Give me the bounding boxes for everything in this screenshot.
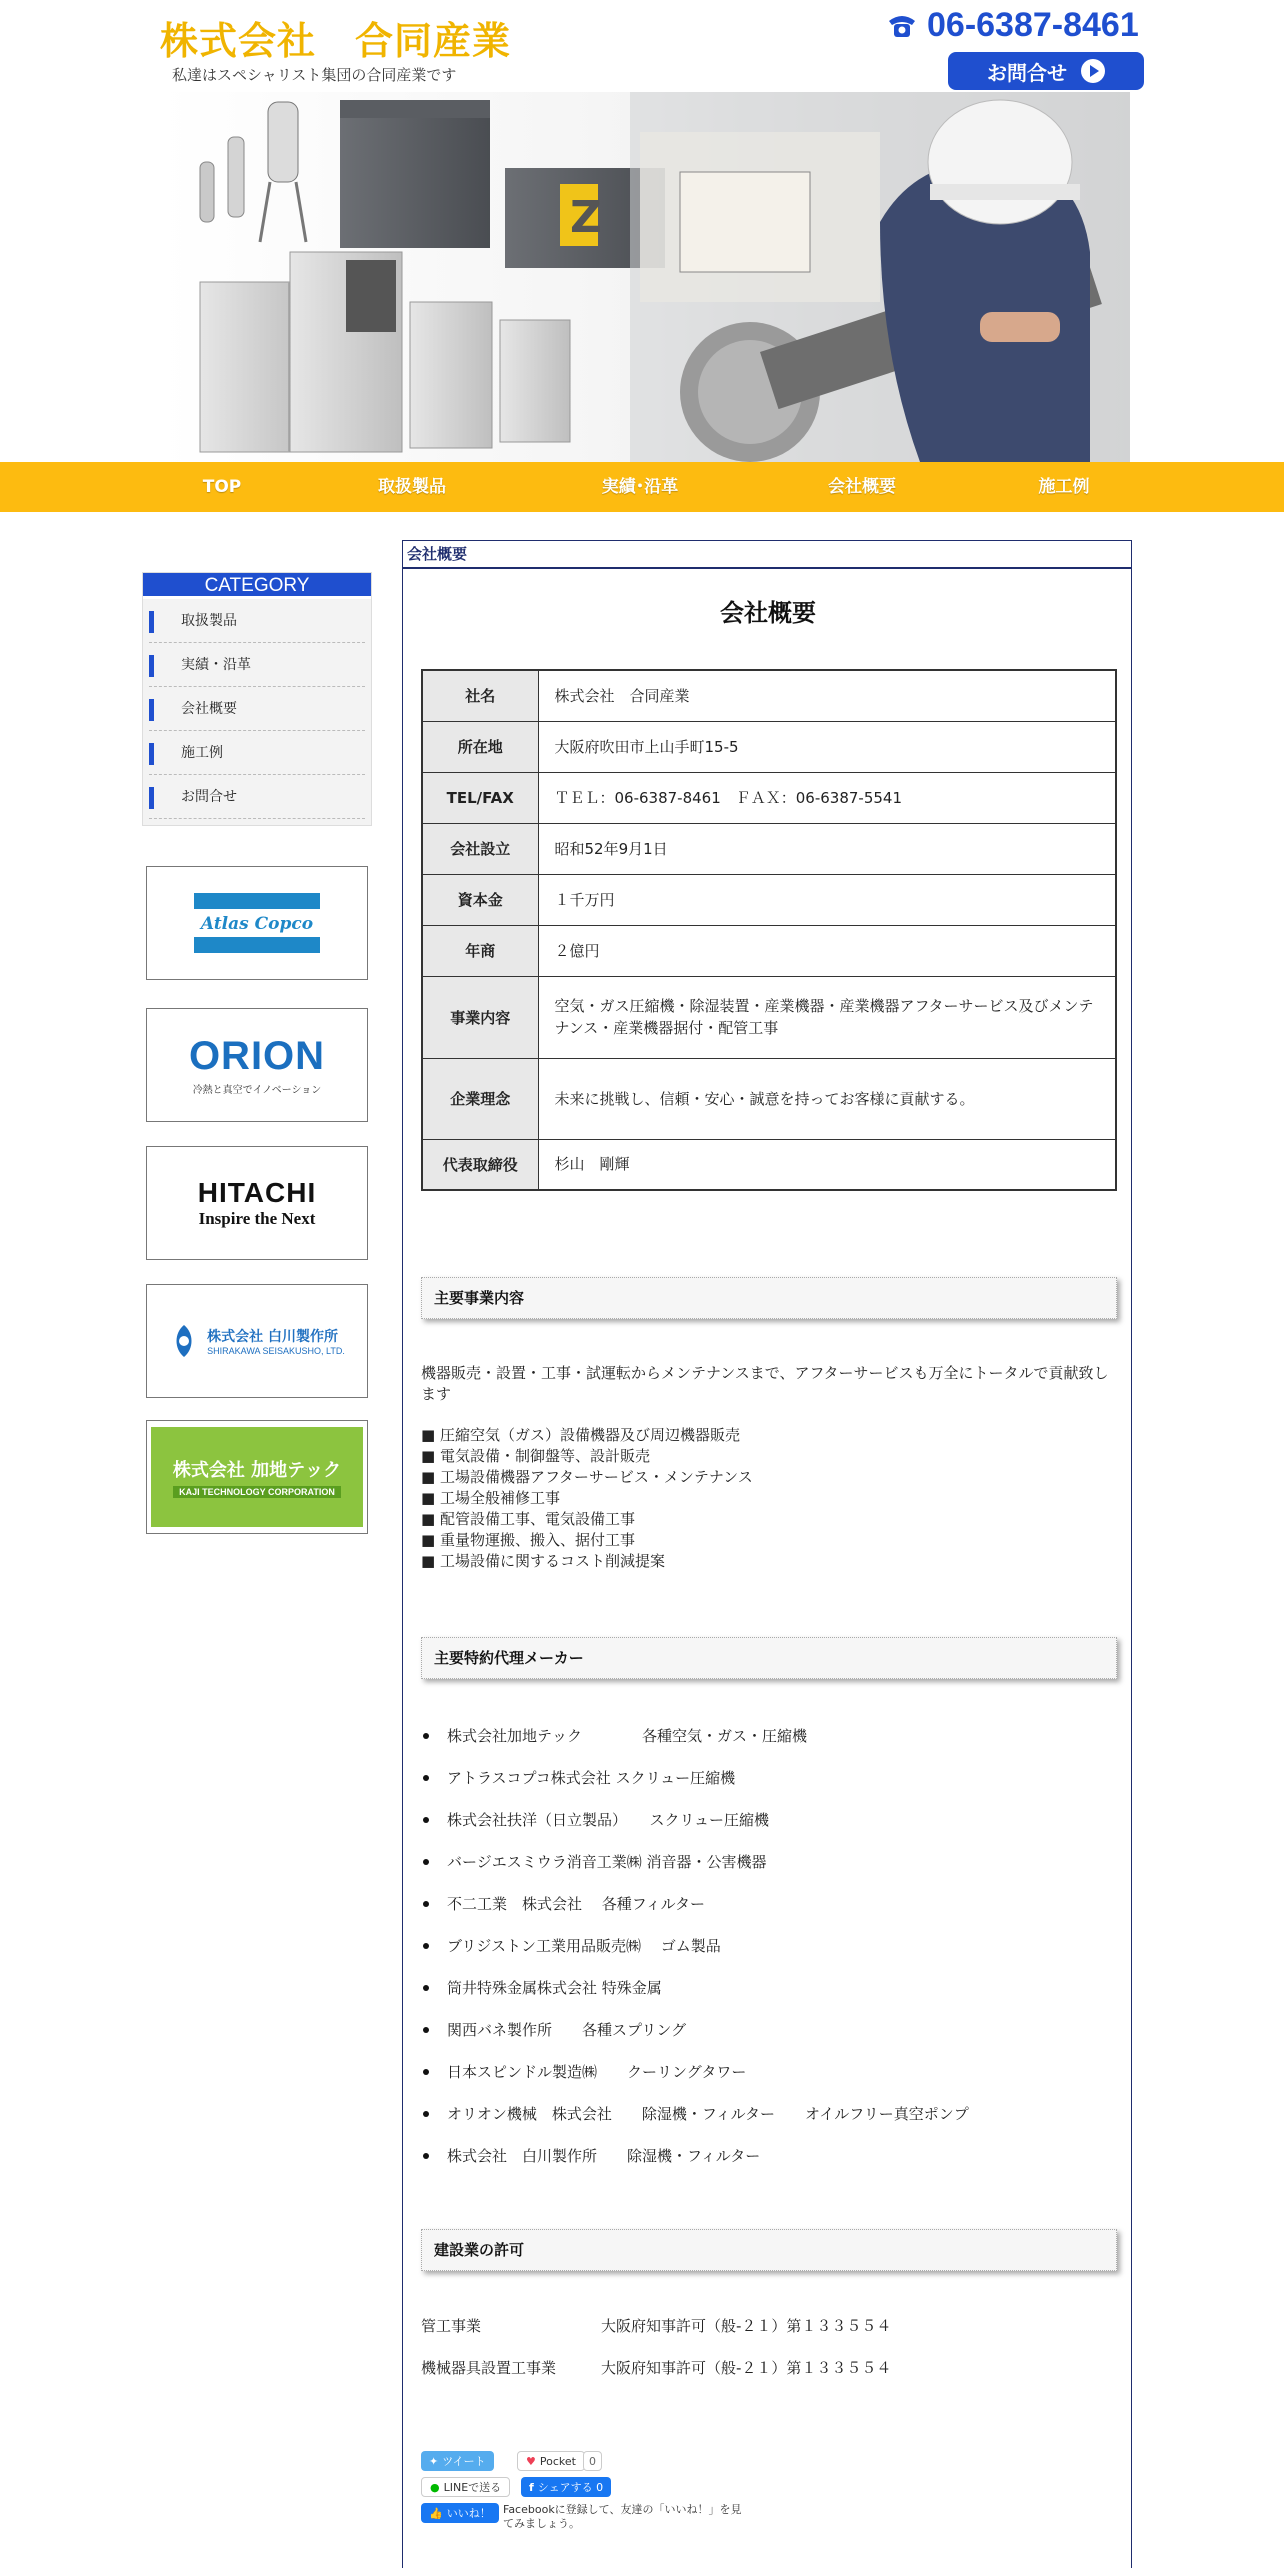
business-item: ■ 電気設備・制御盤等、設計販売 [421, 1447, 650, 1465]
sidebar-item-products[interactable]: 取扱製品 [149, 599, 365, 643]
agents-heading: 主要特約代理メーカー [421, 1637, 1117, 1679]
list-item: 不二工業 株式会社 各種フィルター [421, 1883, 1117, 1925]
business-item: ■ 重量物運搬、搬入、据付工事 [421, 1531, 635, 1549]
profile-key: 代表取締役 [422, 1139, 538, 1190]
profile-key: 事業内容 [422, 976, 538, 1058]
profile-key: 社名 [422, 670, 538, 721]
category-title: CATEGORY [143, 573, 371, 599]
table-row [422, 721, 1116, 772]
svg-text:Z: Z [570, 192, 602, 243]
contact-button[interactable] [948, 52, 1144, 90]
tweet-label: ツイート [442, 2455, 486, 2468]
profile-value: ２億円 [538, 925, 1116, 976]
profile-key: TEL/FAX [422, 772, 538, 823]
facebook-like-label: いいね！ [446, 2507, 491, 2520]
table-row [422, 772, 1116, 823]
shirakawa-banner[interactable] [146, 1284, 368, 1398]
atlas-copco-logo [192, 891, 322, 955]
pocket-count: 0 [583, 2451, 602, 2471]
phone-number-text: 06-6387-8461 [927, 6, 1139, 44]
facebook-like-note: Facebookに登録して、友達の「いいね！」を見てみましょう。 [503, 2503, 742, 2530]
permit-row [421, 2315, 891, 2336]
sidebar-item-company[interactable]: 会社概要 [149, 687, 365, 731]
sidebar-item-contact[interactable]: お問合せ [149, 775, 365, 819]
hitachi-logo-sub: Inspire the Next [198, 1209, 316, 1228]
profile-value: 未来に挑戦し、信頼・安心・誠意を持ってお客様に貢献する。 [538, 1058, 1116, 1139]
atlas-copco-banner[interactable] [146, 866, 368, 980]
orion-logo-text: ORION [188, 1034, 326, 1078]
profile-key: 資本金 [422, 874, 538, 925]
profile-value: 株式会社 合同産業 [538, 670, 1116, 721]
list-item: 株式会社加地テック 各種空気・ガス・圧縮機 [421, 1715, 1117, 1757]
phone-number[interactable] [885, 6, 1139, 45]
category-menu [142, 572, 372, 826]
table-row [422, 1058, 1116, 1139]
twitter-bird-icon: ✦ [429, 2454, 439, 2468]
facebook-icon: f [529, 2480, 534, 2494]
list-item: 株式会社扶洋（日立製品） スクリュー圧縮機 [421, 1799, 1117, 1841]
list-item: 株式会社 白川製作所 除湿機・フィルター [421, 2135, 1117, 2177]
business-item: ■ 工場全般補修工事 [421, 1489, 560, 1507]
hitachi-logo-text: HITACHI [197, 1177, 317, 1208]
profile-key: 年商 [422, 925, 538, 976]
business-list [421, 1425, 1117, 1572]
kaji-tec-banner[interactable] [146, 1420, 368, 1534]
table-row [422, 925, 1116, 976]
profile-value: 空気・ガス圧縮機・除湿装置・産業機器・産業機器アフターサービス及びメンテナンス・産業機器据付・配管工事 [538, 976, 1116, 1058]
permit-row [421, 2357, 891, 2378]
business-item: ■ 圧縮空気（ガス）設備機器及び周辺機器販売 [421, 1426, 740, 1444]
shirakawa-emblem-icon [169, 1323, 199, 1359]
table-row [422, 670, 1116, 721]
permit-license: 大阪府知事許可（般-２１）第１３３５５４ [601, 2359, 892, 2377]
list-item: 関西バネ製作所 各種スプリング [421, 2009, 1117, 2051]
line-label: LINEで送る [443, 2481, 502, 2494]
list-item: ブリジストン工業用品販売㈱ ゴム製品 [421, 1925, 1117, 1967]
pocket-label: Pocket [539, 2454, 576, 2468]
list-item: バージエスミウラ消音工業㈱ 消音器・公害機器 [421, 1841, 1117, 1883]
table-row [422, 976, 1116, 1058]
business-heading: 主要事業内容 [421, 1277, 1117, 1319]
site-header [0, 0, 1284, 92]
section-label: 会社概要 [403, 541, 1131, 569]
nav-item-products[interactable]: 取扱製品 [378, 477, 446, 497]
permit-type: 機械器具設置工事業 [421, 2359, 557, 2377]
shirakawa-logo-sub: SHIRAKAWA SEISAKUSHO, LTD. [207, 1346, 345, 1356]
hitachi-banner[interactable] [146, 1146, 368, 1260]
agents-list [421, 1715, 1117, 2177]
profile-value: １千万円 [538, 874, 1116, 925]
business-item: ■ 配管設備工事、電気設備工事 [421, 1510, 635, 1528]
facebook-share-label: シェアする 0 [537, 2481, 604, 2494]
table-row [422, 823, 1116, 874]
facebook-like-button[interactable] [421, 2503, 499, 2523]
kaji-tec-logo-text: 株式会社 加地テック [172, 1460, 342, 1481]
tweet-button[interactable] [421, 2451, 494, 2471]
company-profile-table [421, 669, 1117, 1191]
list-item: オリオン機械 株式会社 除湿機・フィルター オイルフリー真空ポンプ [421, 2093, 1117, 2135]
kaji-tec-logo [151, 1427, 363, 1527]
profile-key: 企業理念 [422, 1058, 538, 1139]
kaji-tec-logo-sub: KAJI TECHNOLOGY CORPORATION [173, 1486, 341, 1498]
profile-value: 大阪府吹田市上山手町15-5 [538, 721, 1116, 772]
sidebar-item-history[interactable]: 実績・沿革 [149, 643, 365, 687]
hero-banner [160, 92, 1130, 462]
facebook-share-button[interactable] [521, 2477, 611, 2497]
profile-value: 昭和52年9月1日 [538, 823, 1116, 874]
shirakawa-logo-text: 株式会社 白川製作所 [207, 1329, 339, 1345]
table-row [422, 1139, 1116, 1190]
nav-item-works[interactable]: 施工例 [1038, 477, 1090, 497]
nav-item-top[interactable]: TOP [202, 477, 242, 497]
business-item: ■ 工場設備機器アフターサービス・メンテナンス [421, 1468, 753, 1486]
line-icon: ● [430, 2480, 440, 2494]
permit-type: 管工事業 [421, 2317, 482, 2335]
company-logo-text[interactable]: 株式会社 合同産業 [160, 18, 512, 63]
sidebar-item-works[interactable]: 施工例 [149, 731, 365, 775]
list-item: アトラスコプコ株式会社 スクリュー圧縮機 [421, 1757, 1117, 1799]
main-navigation [0, 462, 1284, 512]
thumbs-up-icon: 👍 [429, 2506, 443, 2520]
arrow-right-icon [1081, 59, 1105, 83]
hero-banner-image [160, 92, 1130, 462]
profile-value: ＴＥＬ：06-6387-8461 ＦＡＸ：06-6387-5541 [538, 772, 1116, 823]
page-title: 会社概要 [720, 599, 816, 627]
table-row [422, 874, 1116, 925]
pocket-button[interactable] [517, 2451, 585, 2471]
sidebar [142, 572, 372, 1497]
contact-button-label: お問合せ [987, 60, 1067, 85]
permits-heading: 建設業の許可 [421, 2229, 1117, 2271]
list-item: 日本スピンドル製造㈱ クーリングタワー [421, 2051, 1117, 2093]
business-item: ■ 工場設備に関するコスト削減提案 [421, 1552, 665, 1570]
profile-key: 会社設立 [422, 823, 538, 874]
telephone-icon [885, 11, 919, 41]
profile-value: 杉山 剛輝 [538, 1139, 1116, 1190]
tagline: 私達はスペシャリスト集団の合同産業です [172, 66, 457, 84]
line-share-button[interactable] [421, 2477, 510, 2497]
main-content [402, 540, 1132, 2568]
orion-logo-sub: 冷熱と真空でイノベーション [192, 1085, 322, 1096]
atlas-copco-text: Atlas Copco [200, 914, 314, 934]
business-intro: 機器販売・設置・工事・試運転からメンテナンスまで、アフターサービスも万全にトータルで貢献致します [421, 1364, 1109, 1403]
orion-banner[interactable] [146, 1008, 368, 1122]
profile-key: 所在地 [422, 721, 538, 772]
nav-item-company[interactable]: 会社概要 [828, 477, 896, 497]
permit-license: 大阪府知事許可（般-２１）第１３３５５４ [601, 2317, 892, 2335]
nav-item-history[interactable]: 実績･沿革 [601, 477, 679, 497]
list-item: 筒井特殊金属株式会社 特殊金属 [421, 1967, 1117, 2009]
pocket-icon: ♥ [526, 2454, 536, 2468]
